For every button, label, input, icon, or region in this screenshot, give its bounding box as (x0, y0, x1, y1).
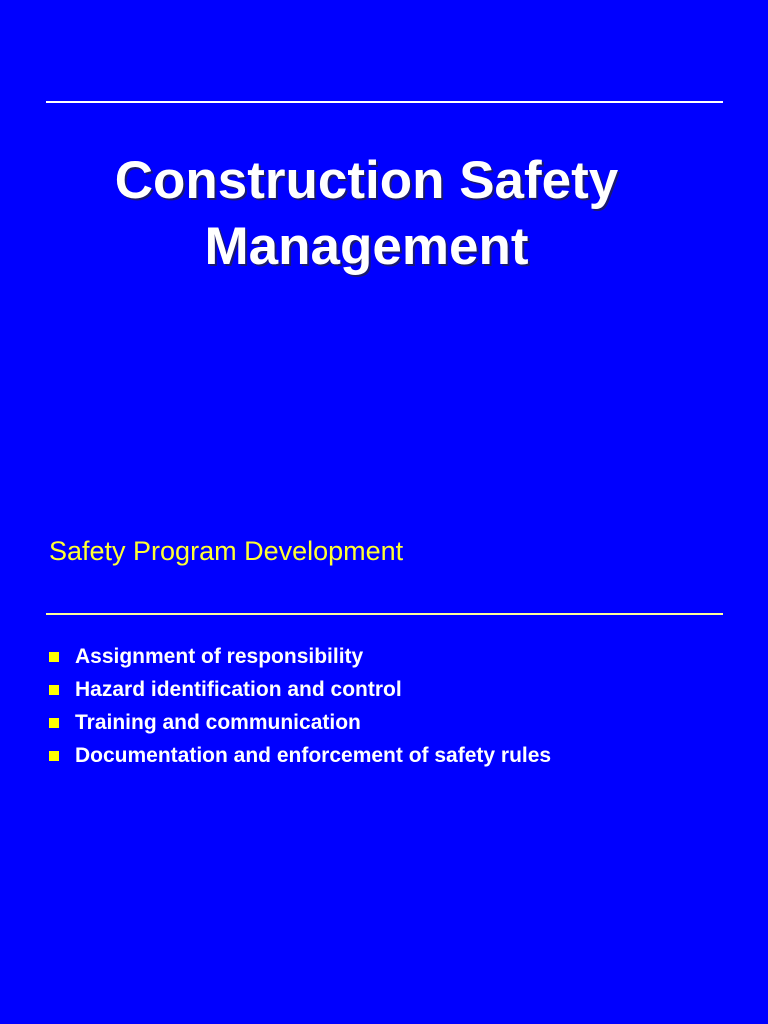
bullet-text: Training and communication (75, 710, 361, 734)
bullet-list (49, 640, 551, 772)
subtitle-divider (46, 613, 723, 615)
square-bullet-icon (49, 718, 59, 728)
bullet-text: Assignment of responsibility (75, 644, 364, 668)
slide-title (0, 148, 733, 280)
bullet-item (49, 739, 551, 772)
slide-title-line-1: Construction Safety (114, 151, 619, 210)
square-bullet-icon (49, 685, 59, 695)
slide-title-line-2: Management (204, 217, 529, 276)
square-bullet-icon (49, 652, 59, 662)
bullet-text: Hazard identification and control (75, 677, 402, 701)
bullet-item (49, 673, 551, 706)
bullet-item (49, 706, 551, 739)
bullet-item (49, 640, 551, 673)
bullet-text: Documentation and enforcement of safety rules (75, 743, 552, 767)
square-bullet-icon (49, 751, 59, 761)
slide-subtitle: Safety Program Development (49, 536, 404, 566)
top-divider (46, 101, 723, 103)
